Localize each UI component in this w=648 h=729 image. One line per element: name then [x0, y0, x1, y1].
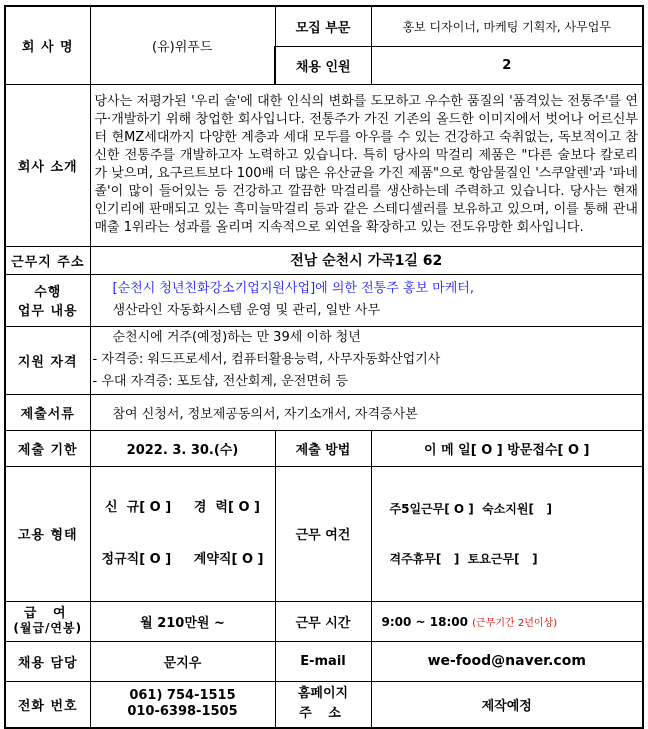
- workplace-address: 전남 순천시 가곡1길 62: [90, 246, 643, 274]
- duties-content: [90, 274, 643, 326]
- hr-contact-label: 채용 담당: [5, 641, 90, 681]
- job-posting-form: [4, 5, 644, 729]
- qualification-label: 지원 자격: [5, 326, 90, 394]
- submit-method-label: 제출 방법: [275, 430, 371, 466]
- recruit-field-label: 모집 부문: [275, 6, 371, 46]
- deadline-value: 2022. 3. 30.(수): [90, 430, 275, 466]
- intro-label: 회사 소개: [5, 84, 90, 246]
- qualification-line1: 순천시에 거주(예정)하는 만 39세 이하 청년: [112, 330, 361, 345]
- conditions-label: 근무 여건: [275, 466, 371, 601]
- headcount-value: 2: [371, 46, 643, 84]
- documents-label: 제출서류: [5, 394, 90, 430]
- company-name: (유)위푸드: [90, 6, 275, 84]
- intro-text: 당사는 저평가된 '우리 술'에 대한 인식의 변화를 도모하고 우수한 품질의 '품격있는 전통주'를 연구·개발하기 위해 창업한 회사입니다. 전통주가 가진 기존의 올드한 이미지에서 벗어나 어르신부터 현MZ세대까지 다양한 계층과 세대 모두를 아우를 수 있는 건강하고 숙취없는, 독보적이고 참신한 전통주를 개발하고자 노력하고 있습니다. 특히 당사의 막걸리 제품은 "다른 술보다 칼로리가 낮으며, 요구르트보다 100배 더 많은 유산균을 가진 제품"으로 항암물질인 '스쿠알렌'과 '파네졸'이 많이 들어있는 등 건강하고 깔끔한 막걸리를 생산하는데 주력하고 있습니다. 당사는 현재 인기리에 판매되고 있는 흑미늘막걸리 등과 같은 스테디셀러를 보유하고 있으며, 이를 통해 관내 매출 1위라는 성과를 올리며 지속적으로 외연을 확장하고 있는 전도유망한 회사입니다.: [90, 84, 643, 246]
- conditions-content: [371, 466, 643, 601]
- deadline-label: 제출 기한: [5, 430, 90, 466]
- work-hours-content: [371, 601, 643, 641]
- employment-type-line2: 정규직[ O ] 계약직[ O ]: [101, 551, 264, 567]
- homepage-label: [275, 681, 371, 728]
- conditions-line2: 격주휴무[ ] 토요근무[ ]: [389, 551, 538, 566]
- duties-line2: 생산라인 자동화시스템 운영 및 관리, 일반 사무: [112, 303, 381, 318]
- conditions-line1: 주5일근무[ O ] 숙소지원[ ]: [389, 501, 552, 516]
- duties-label-line2: 업무 내용: [17, 304, 78, 319]
- submit-method-value: 이 메 일[ O ] 방문접수[ O ]: [371, 430, 643, 466]
- phone-line2: 010-6398-1505: [127, 704, 238, 720]
- salary-label-line2: (월급/연봉): [13, 621, 83, 635]
- homepage-value: 제작예정: [371, 681, 643, 728]
- qualification-line3: - 우대 자격증: 포토샵, 전산회계, 운전면허 등: [92, 374, 349, 389]
- homepage-label-line1: 홈페이지: [297, 686, 349, 702]
- work-hours-label: 근무 시간: [275, 601, 371, 641]
- salary-label-line1: 급 여: [23, 606, 72, 621]
- work-hours-value: 9:00 ~ 18:00: [381, 614, 468, 629]
- workplace-label: 근무지 주소: [5, 246, 90, 274]
- employment-type-line1: 신 규[ O ] 경 력[ O ]: [105, 499, 260, 515]
- employment-type-label: 고용 형태: [5, 466, 90, 601]
- email-label: E-mail: [275, 641, 371, 681]
- duties-label-line1: 수행: [34, 285, 62, 300]
- work-hours-note: (근무기간 2년이상): [472, 617, 558, 629]
- employment-type-content: [90, 466, 275, 601]
- duties-line1: [순천시 청년친화강소기업지원사업]에 의한 전통주 홍보 마케터,: [112, 281, 474, 296]
- headcount-label: 채용 인원: [275, 46, 371, 84]
- email-value[interactable]: we-food@naver.com: [371, 641, 643, 681]
- duties-label: [5, 274, 90, 326]
- company-label: 회 사 명: [5, 6, 90, 84]
- qualification-content: [90, 326, 643, 394]
- salary-value: 월 210만원 ~: [90, 601, 275, 641]
- salary-label: [5, 601, 90, 641]
- recruit-field-value: 홍보 디자이너, 마케팅 기획자, 사무업무: [371, 6, 643, 46]
- documents-value: 참여 신청서, 정보제공동의서, 자기소개서, 자격증사본: [90, 394, 643, 430]
- phone-line1: 061) 754-1515: [129, 688, 236, 704]
- phone-label: 전화 번호: [5, 681, 90, 728]
- phone-content: [90, 681, 275, 728]
- homepage-label-line2: 주 소: [299, 706, 347, 722]
- qualification-line2: - 자격증: 워드프로세서, 컴퓨터활용능력, 사무자동화산업기사: [92, 352, 441, 367]
- hr-contact-value: 문지우: [90, 641, 275, 681]
